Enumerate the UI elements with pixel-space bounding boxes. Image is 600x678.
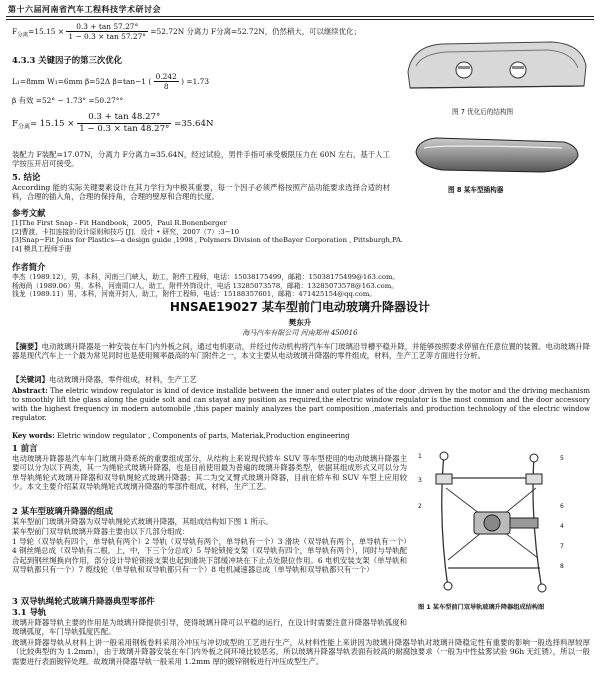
author-info-item: 李杰（1989.12），男，本科，河南三门峡人，助工，附件工程师，电话：15038175499，邮箱：15038175499@163.com。	[12, 273, 400, 281]
section-31-text-1: 玻璃升降器导轨主要的作用是为玻璃升降提供引导，使得玻璃升降可以平稳的运行，在设计时需要注意升降器导轨弧度和玻璃弧度，车门导轨弧度匹配。	[12, 618, 407, 637]
section-1-heading: 1 前言	[12, 443, 38, 453]
keywords-cn-text: 电动玻璃升降器，零件组成，材料，生产工艺	[48, 375, 197, 384]
sec433-line1-text: L₁=8mm W₁=6mm β=52Δ β=tan−1 (	[12, 76, 152, 86]
keywords-cn-label: 【关键词】	[12, 375, 49, 384]
eq1-tail: =52.72N 分离力 F分离=52.72N，仍然稍大，可以继续优化；	[150, 26, 361, 36]
keywords-en-label: Key words:	[12, 431, 55, 440]
eq2-denominator: 1 − 0.3 × tan 48.27°	[79, 124, 170, 134]
section-2-text-2: 某车型前门双导轨玻璃升降器主要由以下几部分组成：	[12, 527, 190, 536]
section-1-text: 电动玻璃升降器是汽车车门玻璃升降系统的重要组成部分，从结构上来说现代轿车 SUV 等车型使用的电动玻璃升降器主要可以分为以下两类，其一为绳轮式玻璃升降器，也是目前使用最为普遍的玻璃升降器类型，依据其组成形式又可以分为单导轨绳轮式玻璃升降器和双导轨绳轮式玻璃升降器；其二为交叉臂式玻璃升降器，目前在轿车和 SUV 车型上应用较少。本文主要介绍某双导轨绳轮式玻璃升降器的零部件组成，材料，生产工艺。	[12, 454, 407, 492]
references-heading: 参考文献	[12, 208, 46, 218]
sec433-frac-num: 0.242	[155, 72, 177, 81]
running-header: 第十六届河南省汽车工程科技学术研讨会	[8, 4, 161, 14]
eq1-fraction	[66, 22, 148, 42]
reference-item: [3]Snap−Fit Joins for Plastics—a design guide ,1998 , Polymers Division of theBayer Corporation , Pittsburgh,PA.	[12, 236, 404, 245]
sec433-frac-den: 8	[163, 82, 169, 92]
eq1-numerator: 0.3 + tan 57.27°	[66, 22, 148, 32]
eq2-mid: = 15.15 ×	[29, 119, 75, 129]
callout-7: 7	[560, 543, 564, 550]
header-rule	[6, 16, 594, 20]
equation-1	[12, 22, 361, 42]
callout-6: 6	[560, 503, 564, 510]
callout-8: 8	[560, 563, 564, 570]
section-31-heading: 3.1 导轨	[12, 607, 47, 617]
abstract-cn	[12, 342, 590, 361]
abstract-cn-label: 【摘要】	[12, 342, 42, 351]
section-31-text-2: 玻璃升降器导轨从材料上讲一般采用钢板卷料采用冷冲压与冲切成型的工艺进行生产，从材料性能上来讲因为玻璃升降器导轨对玻璃升降稳定性有重要的影响一般选择料厚较厚（比较典型的为 1.2mm），由于玻璃升降器安装在车门内外板之间环境比较恶劣，所以玻璃升降器导轨表面有较高的耐腐蚀要求（一般为中性盐雾试验 96h 无红锈），所以一般需要进行表面镀锌处理。故玻璃升降器导轨一般采用 1.2mm 厚的镀锌钢板进行冲压成型生产。	[12, 638, 590, 666]
article-title: HNSAE19027 某车型前门电动玻璃升降器设计	[169, 300, 431, 314]
eq1-sub: 分离	[17, 32, 29, 39]
eq2-sub: 分离	[17, 123, 30, 131]
callout-2: 2	[418, 503, 422, 510]
section-5-heading: 5. 结论	[12, 172, 41, 182]
author-info-item: 钱龙（1989.11）男，本科，河南开封人，助工，附件工程师，电话：15188357601，邮箱：471425154@qq.com。	[12, 290, 377, 299]
sec433-line1-tail: ) =1.73	[181, 76, 210, 86]
equation-2	[12, 112, 213, 135]
keywords-en-text: Eletric window regulator , Components of parts, Materiak,Production engineering	[56, 432, 350, 440]
eq2-fraction	[77, 112, 171, 135]
eq1-mid: =15.15 ×	[28, 26, 65, 36]
abstract-en-text: The eletric window regulator is kind of device installde between the inner and outer plates of the door ,driven by the motor and the driving mechanism to smoothly lift the glass along the guide solt and can stayat any position as required,the electric window regulator is the most common and the door accessory with the highest frequency in modern automobile ,this paper mainly analyzes the part composition ,materials and production technology of the electric window regulator.	[12, 387, 590, 422]
callout-4: 4	[560, 523, 564, 530]
figure-1-image	[414, 448, 590, 598]
eq1-prefix: F	[12, 26, 18, 36]
callout-3: 3	[418, 477, 422, 484]
abstract-en	[12, 387, 590, 423]
figure-8-caption: 图 8 某车型插构器	[448, 186, 504, 194]
callout-5: 5	[560, 455, 564, 462]
reference-item: [4] 模具工程师手册	[12, 245, 72, 254]
figure-7-caption: 图 7 优化后的结构图	[452, 108, 514, 116]
figure-7-image	[402, 26, 590, 104]
eq1-denominator: 1 − 0.3 × tan 57.27°	[68, 32, 146, 42]
section-2-text-1: 某车型前门玻璃升降器为双导轨绳轮式玻璃升降器，其组成结构如下图 1 所示。	[12, 517, 273, 526]
author-info-list	[12, 273, 592, 299]
section-2-text-3: 1 导轮（双导轨有四个，单导轨有两个）2 导轨（双导轨有两个，单导轨有一个）3 滑块（双导轨有两个，单导轨有一个）4 钢丝绳总成（双导轨有二根，上，中，下三个分总成）5 导轮锁接支架（双导轨有四个，单导轨有两个），同时与导轨配合起到钢丝绳换向作用，部分设计导轮锁接支架也起到滑块下部缓冲块在下止点处限位作用。6 电机安装支架（单导轨和双导轨都只有一个）7 缆线轮（单导轨和双导轨都只有一个）8 电机减速器总成（单导轨和双导轨都只有一个）	[12, 537, 407, 575]
reference-item: [1]The First Snap - Fit Handbook，2005，Paul R.Bonenberger	[12, 219, 227, 227]
abstract-en-label: Abstract:	[12, 386, 48, 395]
eq2-numerator: 0.3 + tan 48.27°	[77, 112, 171, 124]
article-affiliation: 海马汽车有限公司 河南郑州 450016	[242, 329, 358, 337]
keywords-cn	[12, 375, 590, 384]
references-list	[12, 219, 492, 254]
section-433-line2: β 有效 =52° − 1.73° =50.27°°	[12, 96, 124, 105]
keywords-en	[12, 432, 590, 441]
section-433-heading: 4.3.3 关键因子的第三次优化	[12, 55, 122, 65]
figure-1-caption: 图 1 某车型前门双导轨玻璃升降器组成结构图	[418, 604, 545, 611]
section-5-text: According 能的实际关键要素设计在其力学行为中极其重要，每一个因子必须严格按照产品功能要求选择合适的材料，合理的插入角，合理的保持角，合理的壁厚和合理的长度。	[12, 183, 390, 202]
eq2-tail: =35.64N	[174, 119, 214, 129]
figure-8-image	[412, 130, 582, 178]
reference-item: [2]曹渡，卡扣连接的设计原则和技巧 [J]．设计 • 研究，2007（7）:3−10	[12, 227, 240, 236]
sec433-fraction	[154, 72, 179, 92]
section-433-line1	[12, 72, 209, 92]
article-author: 樊东升	[288, 318, 312, 327]
eq2-prefix: F	[12, 119, 18, 129]
section-3-heading: 3 双导轨绳轮式玻璃升降器典型零部件	[12, 596, 155, 606]
callout-1: 1	[418, 453, 422, 460]
conclusion-pre-paragraph: 装配力 F装配=17.07N，分离力 F分离力=35.64N，经过试验，男件手指可承受极限压力在 60N 左右，基于人工学按压开启可接受。	[12, 150, 390, 169]
section-2-heading: 2 某车型玻璃升降器的组成	[12, 506, 113, 516]
abstract-cn-text: 电动玻璃升降器是一种安装在车门内外板之间，通过电机驱动，并经过传动机构将汽车车门玻璃沿导槽平稳升降，并能够按照要求停留在任意位置的装置。电动玻璃升降器是现代汽车上一个最为常见同时也是使用频率最高的车门附件之一，本文主要从电动玻璃升降器的零件组成，材料，生产工艺等方面进行分析。	[12, 342, 590, 361]
author-info-item: 杨海尚（1989.06）男，本科，河南周口人，助工，附件外饰设计，电话 13285073578，邮箱：13285073578@163.com。	[12, 281, 398, 290]
author-info-heading: 作者简介	[12, 262, 46, 272]
